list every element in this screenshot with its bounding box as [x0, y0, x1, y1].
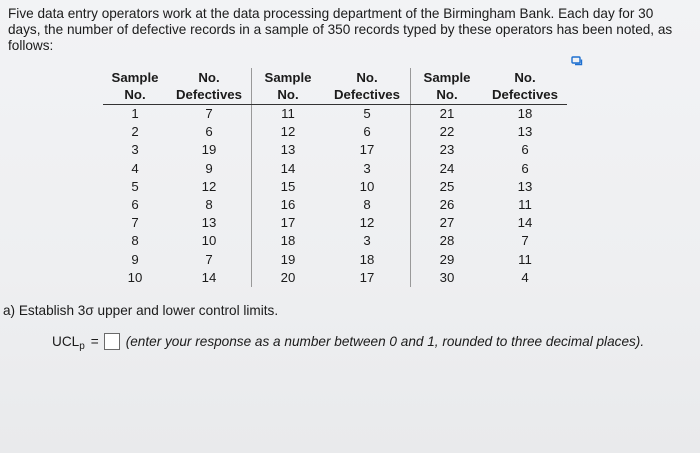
sample-no-cell: 21 [439, 106, 455, 122]
defectives-cell: 6 [324, 123, 411, 141]
defectives-cell: 7 [167, 105, 252, 124]
sample-no-cell: 1 [131, 106, 139, 122]
defectives-cell: 10 [324, 178, 411, 196]
defectives-cell: 17 [324, 141, 411, 159]
defectives-cell: 6 [167, 123, 252, 141]
defectives-cell: 3 [324, 232, 411, 250]
table-row [103, 269, 567, 287]
header-sample-no-3: Sample No. [411, 68, 484, 105]
table-row [103, 214, 567, 232]
header-defectives-2: No. Defectives [324, 68, 411, 105]
defectives-cell: 12 [324, 214, 411, 232]
sample-no-cell: 13 [280, 142, 296, 158]
sample-no-cell: 12 [280, 124, 296, 140]
header-defectives-3: No. Defectives [483, 68, 567, 105]
header-defectives-1: No. Defectives [167, 68, 252, 105]
defectives-cell: 8 [167, 196, 252, 214]
defectives-cell: 11 [518, 251, 532, 267]
defectives-cell: 9 [167, 160, 252, 178]
sample-no-cell: 8 [131, 233, 139, 249]
sample-no-cell: 26 [439, 197, 455, 213]
sample-no-cell: 5 [131, 178, 139, 194]
defectives-cell: 12 [167, 178, 252, 196]
sample-no-cell: 23 [439, 142, 455, 158]
equals-sign: = [90, 334, 99, 349]
ucl-answer-input[interactable] [104, 333, 120, 350]
sample-no-cell: 10 [127, 269, 143, 285]
defectives-cell: 7 [167, 251, 252, 269]
sample-no-cell: 28 [439, 233, 455, 249]
sample-no-cell: 24 [439, 160, 455, 176]
sample-no-cell: 15 [280, 178, 296, 194]
ucl-label: UCL [52, 334, 80, 349]
problem-intro: Five data entry operators work at the data processing department of the Birmingham Bank. Each day for 30 days, the number of defective records in a sample of 350 records typed by these operators has been noted, as follows: [8, 6, 673, 53]
sample-no-cell: 14 [280, 160, 296, 176]
copy-icon[interactable] [571, 56, 583, 66]
defectives-cell: 17 [324, 269, 411, 287]
sample-no-cell: 9 [131, 251, 139, 267]
defectives-cell: 13 [167, 214, 252, 232]
header-sample-no-1: Sample No. [103, 68, 167, 105]
sample-no-cell: 3 [131, 142, 139, 158]
ucl-subscript: p [79, 341, 85, 352]
sample-no-cell: 19 [280, 251, 296, 267]
sample-no-cell: 27 [439, 215, 455, 231]
defects-table [103, 68, 567, 287]
table-row [103, 160, 567, 178]
sample-no-cell: 4 [131, 160, 139, 176]
table-row [103, 232, 567, 250]
header-sample-no-2: Sample No. [252, 68, 325, 105]
table-header-row [103, 68, 567, 105]
defectives-cell: 8 [324, 196, 411, 214]
defectives-cell: 3 [324, 160, 411, 178]
sample-no-cell: 2 [131, 124, 139, 140]
sample-no-cell: 11 [281, 106, 295, 122]
table-row [103, 105, 567, 124]
defectives-cell: 4 [521, 269, 529, 285]
sample-no-cell: 20 [280, 269, 296, 285]
defectives-cell: 11 [518, 197, 532, 213]
sample-no-cell: 22 [439, 124, 455, 140]
table-row [103, 141, 567, 159]
sample-no-cell: 25 [439, 178, 455, 194]
defectives-cell: 6 [521, 160, 529, 176]
table-row [103, 196, 567, 214]
table-row [103, 178, 567, 196]
defectives-cell: 13 [517, 178, 533, 194]
defectives-cell: 13 [517, 124, 533, 140]
sample-no-cell: 18 [280, 233, 296, 249]
defectives-cell: 18 [517, 106, 533, 122]
table-row [103, 251, 567, 269]
defectives-cell: 5 [324, 105, 411, 124]
question-text: a) Establish 3σ upper and lower control limits. [3, 303, 279, 318]
defectives-cell: 14 [517, 215, 533, 231]
ucl-answer-row [52, 333, 644, 350]
answer-hint: (enter your response as a number between 0 and 1, rounded to three decimal places). [125, 334, 645, 349]
sample-no-cell: 16 [280, 197, 296, 213]
defectives-cell: 7 [521, 233, 529, 249]
defectives-cell: 6 [521, 142, 529, 158]
sample-no-cell: 7 [131, 215, 139, 231]
defectives-cell: 14 [167, 269, 252, 287]
table-row [103, 123, 567, 141]
sample-no-cell: 30 [439, 269, 455, 285]
sample-no-cell: 17 [280, 215, 296, 231]
defectives-cell: 18 [324, 251, 411, 269]
defectives-cell: 10 [167, 232, 252, 250]
defectives-cell: 19 [167, 141, 252, 159]
sample-no-cell: 29 [439, 251, 455, 267]
sample-no-cell: 6 [131, 197, 139, 213]
